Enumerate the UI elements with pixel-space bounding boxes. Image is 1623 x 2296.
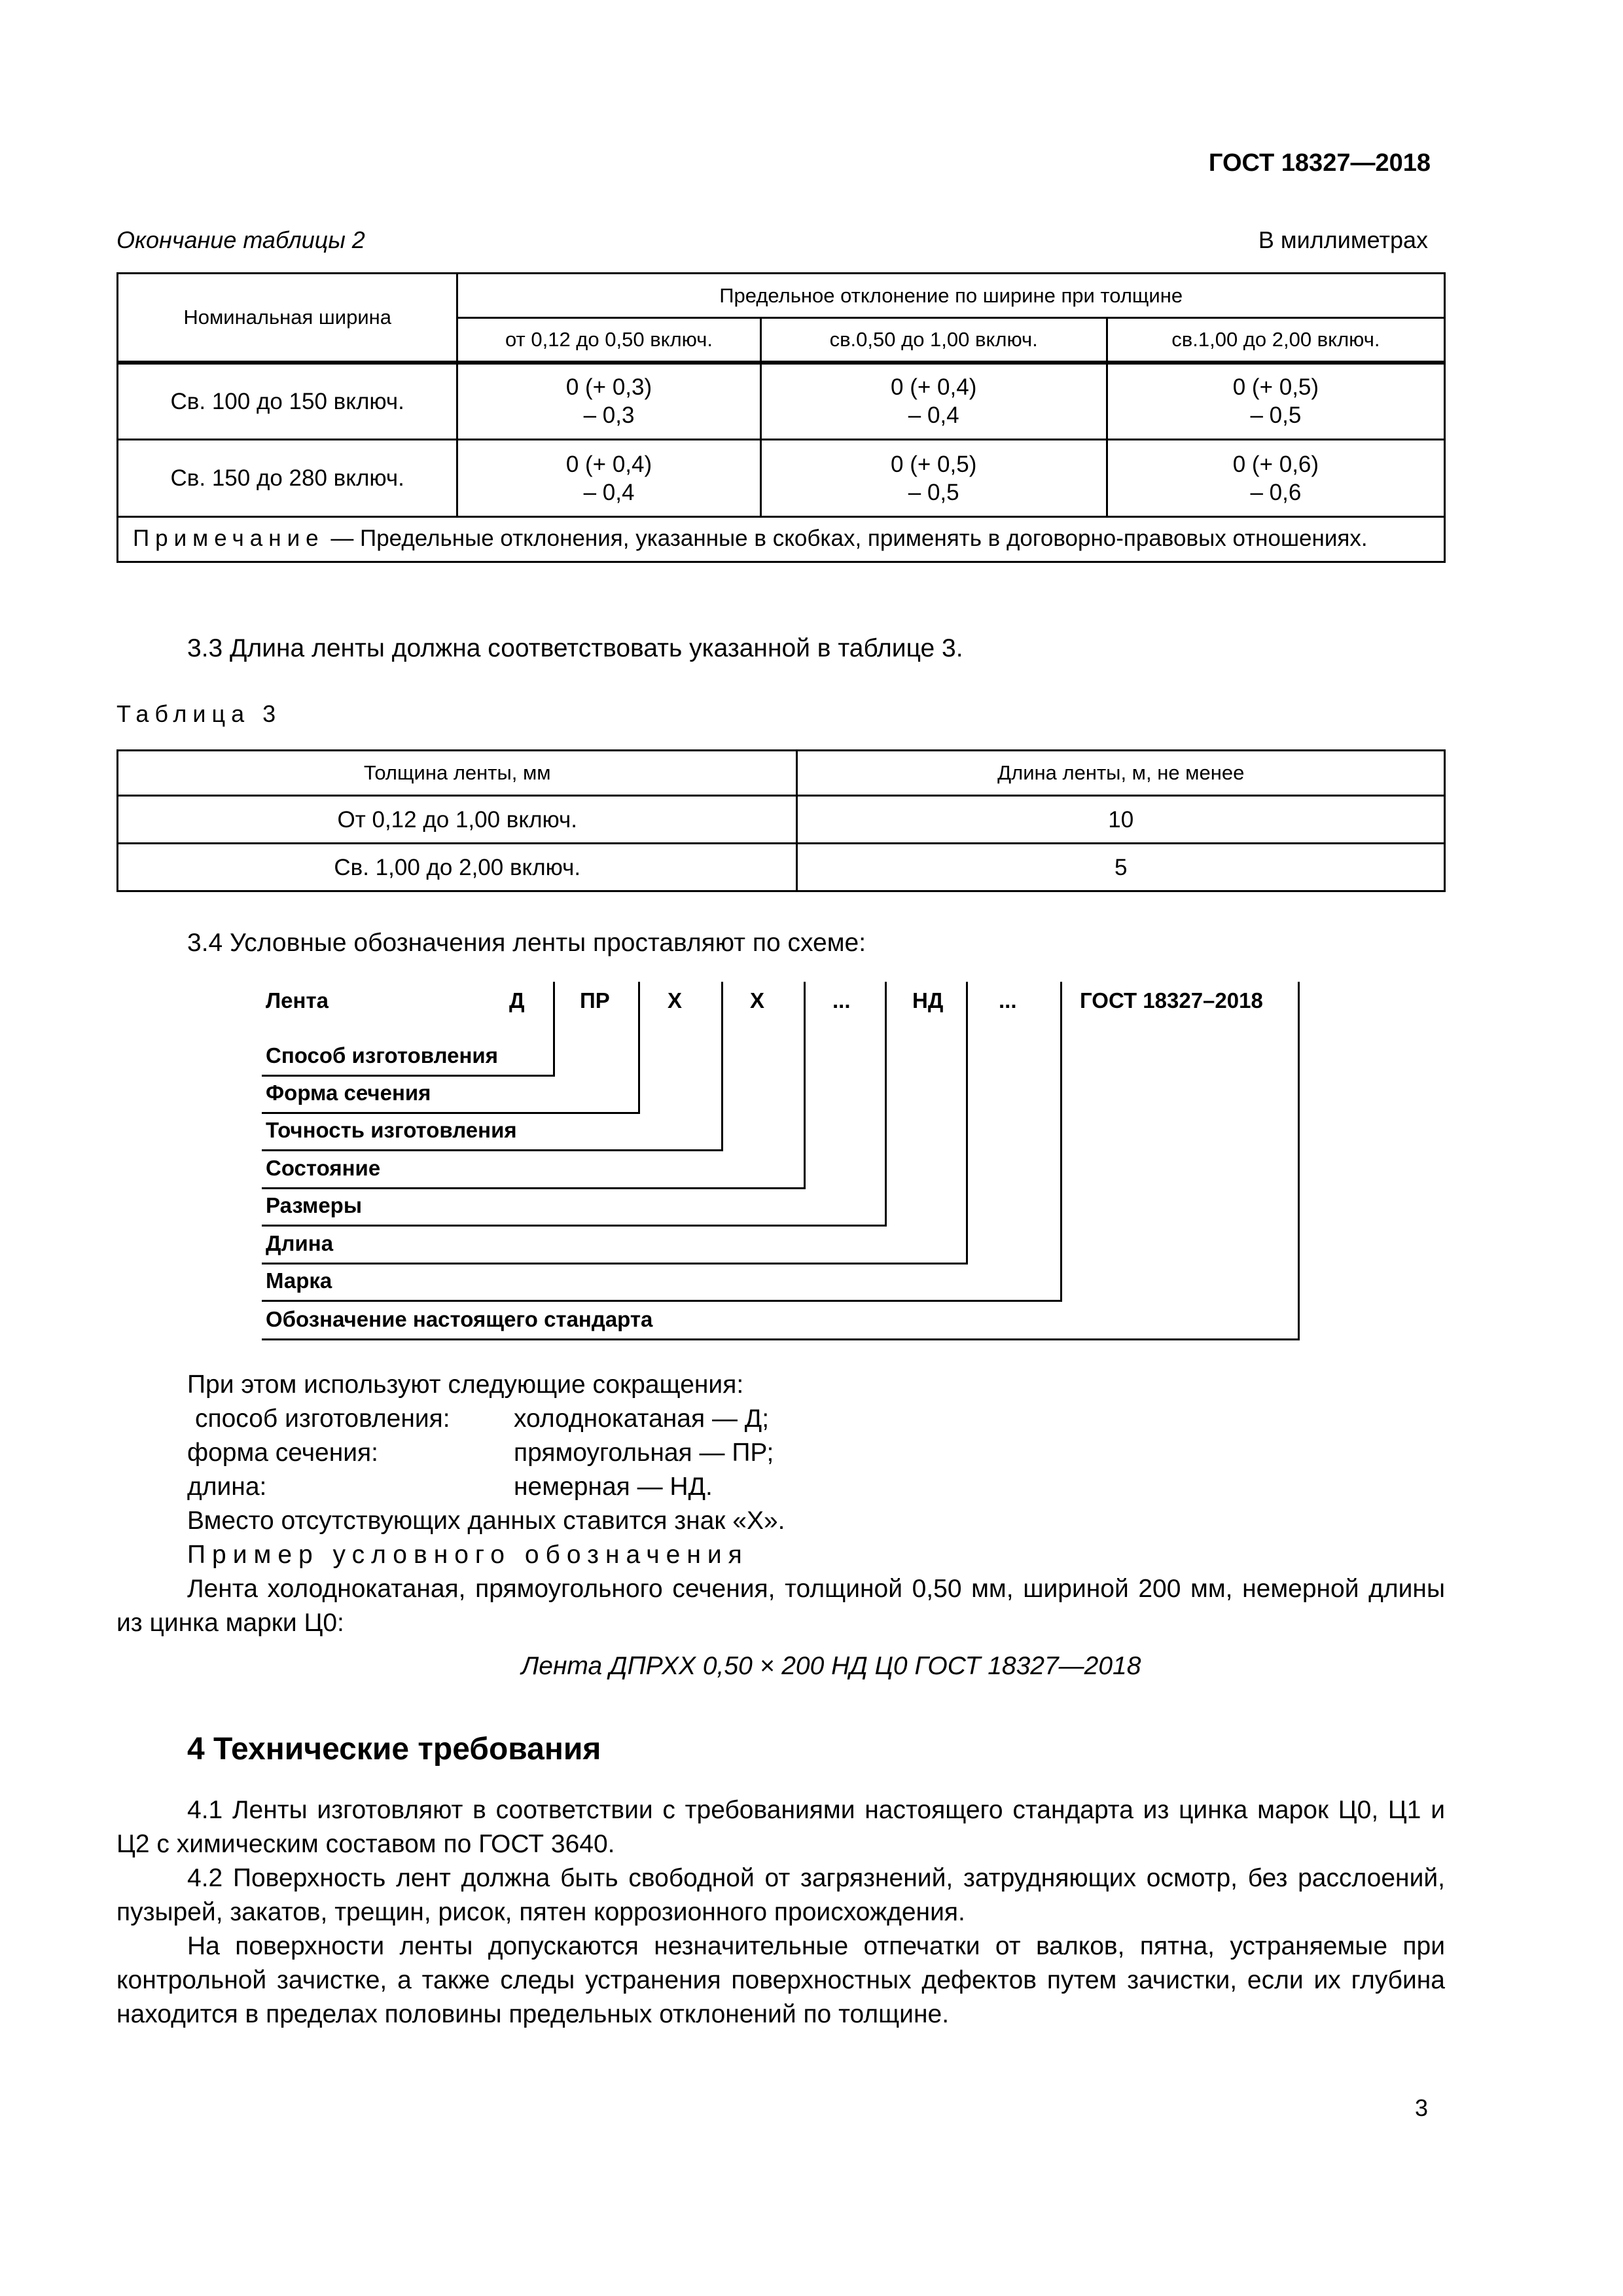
abbr-key: форма сечения: (187, 1439, 378, 1467)
note-text: — Предельные отклонения, указанные в скобках, применять в договорно-правовых отношениях. (324, 526, 1368, 551)
example-code: Лента ДПРХХ 0,50 × 200 НД Ц0 ГОСТ 18327—2018 (521, 1652, 1141, 1680)
scheme-bracket-line (553, 982, 555, 1075)
scheme-label-line (262, 1263, 968, 1265)
table2-header-nominal: Номинальная ширина (118, 274, 457, 363)
table-row (118, 440, 1445, 517)
scheme-bracket-line (885, 982, 887, 1225)
scheme-bracket-line (721, 982, 723, 1149)
table2-width-cell: Св. 150 до 280 включ. (118, 440, 457, 517)
paragraph-3-3: 3.3 Длина ленты должна соответствовать указанной в таблице 3. (187, 634, 963, 662)
scheme-label-line (262, 1338, 1300, 1340)
scheme-label-line (262, 1300, 1062, 1302)
scheme-label: Обозначение настоящего стандарта (266, 1307, 653, 1331)
abbr-value: прямоугольная — ПР; (514, 1439, 774, 1467)
table2-width-cell: Св. 100 до 150 включ. (118, 363, 457, 440)
abbr-value: холоднокатаная — Д; (514, 1405, 770, 1433)
scheme-label: Способ изготовления (266, 1043, 498, 1067)
table3-cell: Св. 1,00 до 2,00 включ. (118, 844, 797, 891)
table2-value-cell: 0 (+ 0,6) – 0,6 (1107, 440, 1444, 517)
scheme-code: Х (750, 988, 765, 1013)
scheme-code: Д (509, 988, 525, 1013)
scheme-code: Х (668, 988, 683, 1013)
scheme-bracket-line (1060, 982, 1062, 1300)
table2 (116, 272, 1446, 563)
scheme-bracket-line (1298, 982, 1300, 1338)
scheme-label-line (262, 1187, 806, 1189)
abbr-intro: При этом используют следующие сокращения: (187, 1371, 744, 1399)
note-label: Примечание (133, 526, 325, 551)
scheme-label: Точность изготовления (266, 1118, 517, 1142)
abbr-key: способ изготовления: (195, 1405, 450, 1433)
table3-header-thickness: Толщина ленты, мм (118, 751, 797, 796)
scheme-bracket-line (966, 982, 968, 1263)
page-number: 3 (1414, 2094, 1428, 2121)
table3-cell: От 0,12 до 1,00 включ. (118, 796, 797, 844)
scheme-label: Длина (266, 1231, 334, 1255)
paragraph-3-4: 3.4 Условные обозначения ленты проставляют по схеме: (187, 929, 866, 957)
scheme-code: ... (999, 988, 1017, 1013)
table-row (118, 796, 1445, 844)
table2-units: В миллиметрах (1258, 226, 1428, 253)
scheme-word: Лента (266, 988, 329, 1013)
table3-header-length: Длина ленты, м, не менее (797, 751, 1445, 796)
scheme-bracket-line (804, 982, 806, 1187)
example-text: Лента холоднокатаная, прямоугольного сечения, толщиной 0,50 мм, шириной 200 мм, немерной длины из цинка марки Ц0: (116, 1575, 1445, 1637)
table2-value-cell: 0 (+ 0,5) – 0,5 (760, 440, 1107, 517)
scheme-label: Марка (266, 1268, 332, 1293)
paragraph-4-2: 4.2 Поверхность лент должна быть свободной от загрязнений, затрудняющих осмотр, без расслоений, пузырей, закатов, трещин, рисок, пятен коррозионного происхождения. (116, 1864, 1445, 1926)
scheme-label-line (262, 1112, 640, 1114)
table3 (116, 749, 1446, 892)
table2-subheader: от 0,12 до 0,50 включ. (457, 318, 760, 363)
paragraph-4-1: 4.1 Ленты изготовляют в соответствии с требованиями настоящего стандарта из цинка марок Ц0, Ц1 и Ц2 с химическим составом по ГОСТ 3640. (116, 1796, 1445, 1858)
table3-cell: 5 (797, 844, 1445, 891)
scheme-code: ... (832, 988, 851, 1013)
paragraph-4-2-continued: На поверхности ленты допускаются незначительные отпечатки от валков, пятна, устраняемые при контрольной зачистке, а также следы устранения поверхностных дефектов путем зачистки, если их глубина находится в пределах половины предельных отклонений по толщине. (116, 1932, 1445, 2028)
example-title: Пример условного обозначения (187, 1541, 749, 1569)
scheme-label-line (262, 1075, 555, 1077)
abbr-key: длина: (187, 1473, 267, 1501)
designation-scheme (262, 982, 1309, 1348)
scheme-label-line (262, 1225, 887, 1227)
scheme-label-line (262, 1149, 723, 1151)
table3-cell: 10 (797, 796, 1445, 844)
section-4-title: 4 Технические требования (187, 1732, 601, 1767)
scheme-code: ГОСТ 18327–2018 (1080, 988, 1263, 1013)
table2-subheader: св.1,00 до 2,00 включ. (1107, 318, 1444, 363)
document-id: ГОСТ 18327—2018 (1208, 149, 1431, 177)
table2-value-cell: 0 (+ 0,5) – 0,5 (1107, 363, 1444, 440)
table2-header-group: Предельное отклонение по ширине при толщине (457, 274, 1445, 318)
table-row (118, 363, 1445, 440)
table2-caption: Окончание таблицы 2 (116, 226, 365, 253)
table2-subheader: св.0,50 до 1,00 включ. (760, 318, 1107, 363)
table2-value-cell: 0 (+ 0,4) – 0,4 (760, 363, 1107, 440)
table2-value-cell: 0 (+ 0,4) – 0,4 (457, 440, 760, 517)
table2-note (118, 517, 1445, 562)
scheme-code: ПР (580, 988, 610, 1013)
scheme-label: Состояние (266, 1156, 381, 1180)
abbr-missing: Вместо отсутствующих данных ставится знак «Х». (187, 1507, 785, 1535)
scheme-label: Форма сечения (266, 1081, 431, 1105)
scheme-code: НД (912, 988, 944, 1013)
table2-value-cell: 0 (+ 0,3) – 0,3 (457, 363, 760, 440)
table-row (118, 844, 1445, 891)
table3-title: Таблица 3 (116, 700, 282, 727)
scheme-label: Размеры (266, 1193, 363, 1217)
scheme-bracket-line (638, 982, 640, 1112)
abbr-value: немерная — НД. (514, 1473, 713, 1501)
